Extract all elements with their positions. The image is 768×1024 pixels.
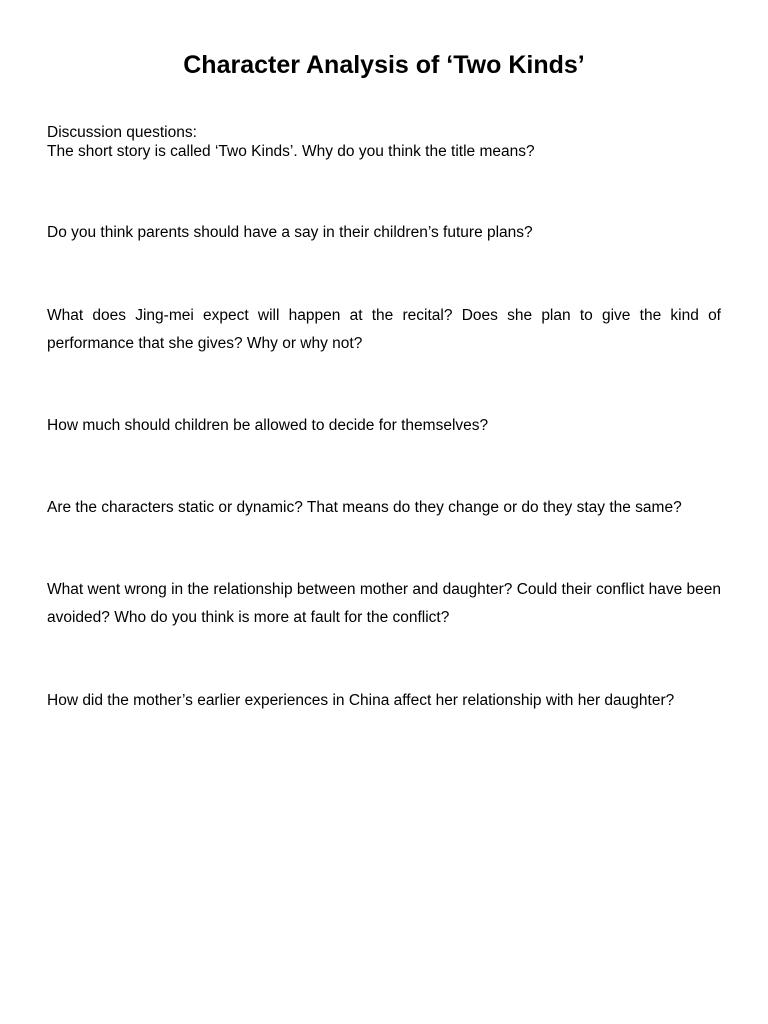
question-item: The short story is called ‘Two Kinds’. Why do you think the title means? (47, 143, 535, 160)
document-title: Character Analysis of ‘Two Kinds’ (183, 51, 585, 79)
question-item: Do you think parents should have a say in their children’s future plans? (47, 224, 533, 241)
question-item: What went wrong in the relationship between mother and daughter? Could their conflict have been avoided? Who do you think is more at fault for the conflict? (47, 581, 721, 626)
question-item: What does Jing-mei expect will happen at the recital? Does she plan to give the kind of performance that she gives? Why or why not? (47, 307, 721, 352)
question-item: How did the mother’s earlier experiences in China affect her relationship with her daughter? (47, 692, 675, 709)
intro-block (47, 123, 721, 161)
question-item: How much should children be allowed to decide for themselves? (47, 417, 489, 434)
question-item: Are the characters static or dynamic? That means do they change or do they stay the same? (47, 499, 682, 516)
discussion-questions-label: Discussion questions: (47, 124, 197, 141)
